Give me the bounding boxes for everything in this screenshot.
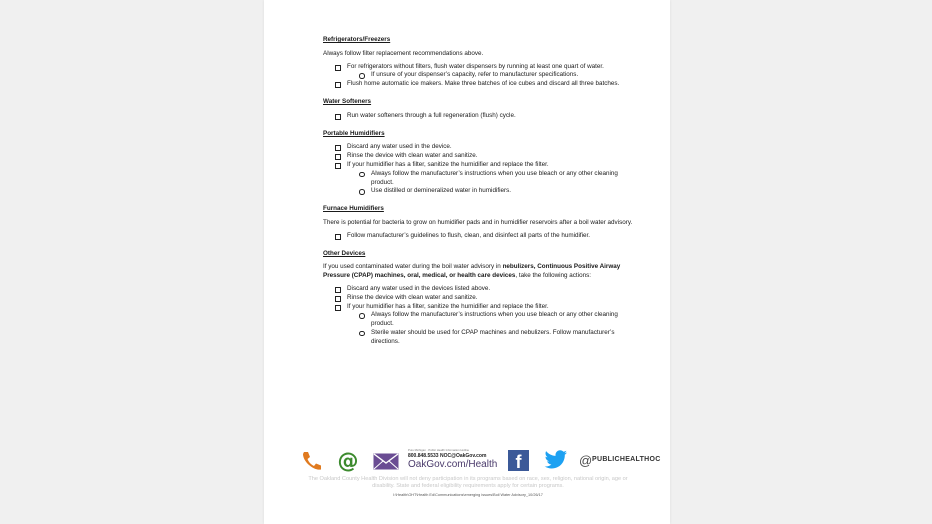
checklist-item-text: Follow manufacturer’s guidelines to flush, clean, and disinfect all parts of the humidifier. xyxy=(347,231,591,239)
checklist-item xyxy=(323,80,635,89)
hotline-tagline: Pure Michigan · Public Health Information Hotline xyxy=(408,448,470,452)
checkbox-icon xyxy=(335,65,341,71)
document-section xyxy=(323,98,635,121)
checkbox-icon xyxy=(335,163,341,169)
sub-bullet-text: If unsure of your dispenser’s capacity, refer to manufacturer specifications. xyxy=(371,71,579,79)
contact-block xyxy=(408,449,508,471)
sub-bullet-item xyxy=(323,311,635,329)
health-website-link[interactable]: OakGov.com/Health xyxy=(408,459,498,471)
checklist-item xyxy=(323,161,635,170)
sub-bullet-item xyxy=(323,71,635,80)
checklist-item xyxy=(323,232,635,241)
sub-bullet-text: Always follow the manufacturer’s instructions when you use bleach or any other cleaning product. xyxy=(371,311,618,328)
sub-bullet-text: Use distilled or demineralized water in humidifiers. xyxy=(371,187,511,195)
checklist-item xyxy=(323,303,635,312)
circle-bullet-icon xyxy=(359,73,365,79)
document-page xyxy=(264,0,670,524)
checklist-item-text: For refrigerators without filters, flush water dispensers by running at least one quart of water. xyxy=(347,62,604,70)
checkbox-icon xyxy=(335,145,341,151)
checklist-item-text: Flush home automatic ice makers. Make three batches of ice cubes and discard all three batches. xyxy=(347,80,620,88)
document-section xyxy=(323,205,635,240)
checklist-item-text: Rinse the device with clean water and sanitize. xyxy=(347,152,478,160)
checklist-item-text: If your humidifier has a filter, sanitize the humidifier and replace the filter. xyxy=(347,160,549,168)
section-intro xyxy=(323,263,635,281)
social-handle[interactable]: PUBLICHEALTHOC xyxy=(592,456,661,463)
section-heading: Furnace Humidifiers xyxy=(323,205,384,213)
checkbox-icon xyxy=(335,114,341,120)
checkbox-icon xyxy=(335,296,341,302)
section-heading: Water Softeners xyxy=(323,97,372,105)
contact-line: 800.848.5533 NOC@OakGov.com xyxy=(408,453,487,460)
checklist-item-text: Discard any water used in the devices listed above. xyxy=(347,284,491,292)
section-heading: Refrigerators/Freezers xyxy=(323,36,391,43)
document-content xyxy=(323,36,635,356)
disclaimer-text: The Oakland County Health Division will not deny participation in its programs based on race, sex, religion, national origin, age or disability. State and federal eligibility requirements apply for certain programs. xyxy=(308,476,628,489)
checkbox-icon xyxy=(335,305,341,311)
document-section xyxy=(323,36,635,89)
sub-bullet-text: Sterile water should be used for CPAP machines and nebulizers. Follow manufacturer’s directions. xyxy=(371,328,615,345)
sub-bullet-item xyxy=(323,329,635,347)
checklist-item xyxy=(323,143,635,152)
checklist-item xyxy=(323,152,635,161)
sub-bullet-item xyxy=(323,187,635,196)
file-path: I:\Health\OHT\Health Ed\Communications\emerging issues\Boil Water Advisory_10/26/17 xyxy=(393,493,543,497)
checklist-item xyxy=(323,285,635,294)
checkbox-icon xyxy=(335,287,341,293)
phone-icon xyxy=(300,450,322,472)
intro-bold-devices: nebulizers, Continuous Positive Airway Pressure (CPAP) machines, oral, medical, or health care devices xyxy=(323,263,621,280)
at-sign-glyph: @ xyxy=(337,450,359,472)
checklist-item-text: If your humidifier has a filter, sanitize the humidifier and replace the filter. xyxy=(347,302,549,310)
checkbox-icon xyxy=(335,234,341,240)
checklist-item-text: Discard any water used in the device. xyxy=(347,143,452,151)
checkbox-icon xyxy=(335,154,341,160)
section-heading: Portable Humidifiers xyxy=(323,129,385,137)
checklist-item-text: Run water softeners through a full regeneration (flush) cycle. xyxy=(347,111,516,119)
at-sign-icon xyxy=(337,450,359,472)
checklist-item xyxy=(323,112,635,121)
intro-text: , take the following actions: xyxy=(515,272,591,280)
checklist-item-text: Rinse the device with clean water and sanitize. xyxy=(347,293,478,301)
document-section xyxy=(323,250,635,347)
circle-bullet-icon xyxy=(359,172,365,178)
section-intro: Always follow filter replacement recommendations above. xyxy=(323,49,484,57)
intro-text: If you used contaminated water during the boil water advisory in xyxy=(323,263,503,271)
checklist-item xyxy=(323,294,635,303)
sub-bullet-item xyxy=(323,170,635,188)
checklist-item xyxy=(323,63,635,72)
twitter-icon[interactable] xyxy=(544,450,568,470)
page-footer xyxy=(264,444,670,524)
checkbox-icon xyxy=(335,82,341,88)
envelope-icon xyxy=(373,453,399,470)
circle-bullet-icon xyxy=(359,189,365,195)
circle-bullet-icon xyxy=(359,331,365,337)
section-intro: There is potential for bacteria to grow on humidifier pads and in humidifier reservoirs after a boil water advisory. xyxy=(323,218,633,226)
sub-bullet-text: Always follow the manufacturer’s instructions when you use bleach or any other cleaning product. xyxy=(371,169,618,186)
at-handle-icon: @ xyxy=(579,453,593,468)
document-section xyxy=(323,130,635,197)
circle-bullet-icon xyxy=(359,313,365,319)
section-heading: Other Devices xyxy=(323,249,366,257)
facebook-icon[interactable]: f xyxy=(508,450,529,471)
